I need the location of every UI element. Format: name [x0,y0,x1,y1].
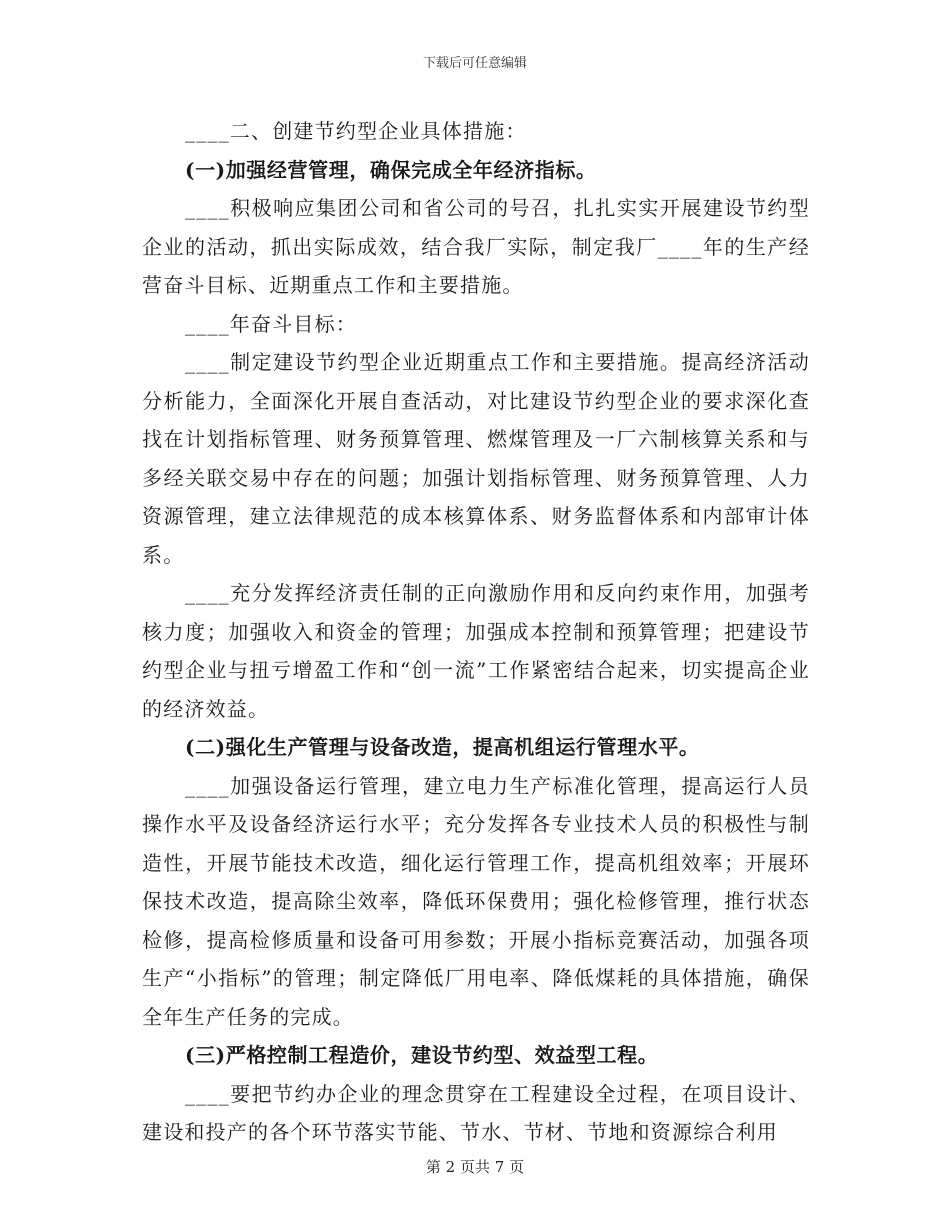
paragraph-1: ____积极响应集团公司和省公司的号召，扎扎实实开展建设节约型企业的活动，抓出实际成效，结合我厂实际，制定我厂____年的生产经营奋斗目标、近期重点工作和主要措施。 [142,196,810,297]
paragraph-5: ____加强设备运行管理，建立电力生产标准化管理，提高运行人员操作水平及设备经济运行水平；充分发挥各专业技术人员的积极性与制造性，开展节能技术改造，细化运行管理工作，提高机组效率；开展环保技术改造，提高除尘效率，降低环保费用；强化检修管理，推行状态检修，提高检修质量和设备可用参数；开展小指标竞赛活动，加强各项生产“小指标”的管理；制定降低厂用电率、降低煤耗的具体措施，确保全年生产任务的完成。 [142,773,810,1029]
paragraph-6: ____要把节约办企业的理念贯穿在工程建设全过程，在项目设计、建设和投产的各个环节落实节能、节水、节材、节地和资源综合利用 [142,1081,810,1144]
section-heading-3: (三)严格控制工程造价，建设节约型、效益型工程。 [185,1043,659,1067]
section-heading-2: (二)强化生产管理与设备改造，提高机组运行管理水平。 [185,735,700,759]
paragraph-4: ____充分发挥经济责任制的正向激励作用和反向约束作用，加强考核力度；加强收入和资金的管理；加强成本控制和预算管理；把建设节约型企业与扭亏增盈工作和“创一流”工作紧密结合起来，切实提高企业的经济效益。 [142,581,810,721]
page-header: 下载后可任意编辑 [422,56,527,71]
page-footer: 第 2 页共 7 页 [425,1158,525,1176]
paragraph-3: ____制定建设节约型企业近期重点工作和主要措施。提高经济活动分析能力，全面深化开展自查活动，对比建设节约型企业的要求深化查找在计划指标管理、财务预算管理、燃煤管理及一厂六制核算关系和与多经关联交易中存在的问题；加强计划指标管理、财务预算管理、人力资源管理，建立法律规范的成本核算体系、财务监督体系和内部审计体系。 [142,350,810,567]
paragraph-2: ____年奋斗目标： [185,311,357,336]
document-body [142,112,810,1152]
section-heading-1: (一)加强经营管理，确保完成全年经济指标。 [185,157,597,182]
section-intro: ____二、创建节约型企业具体措施： [185,119,527,143]
